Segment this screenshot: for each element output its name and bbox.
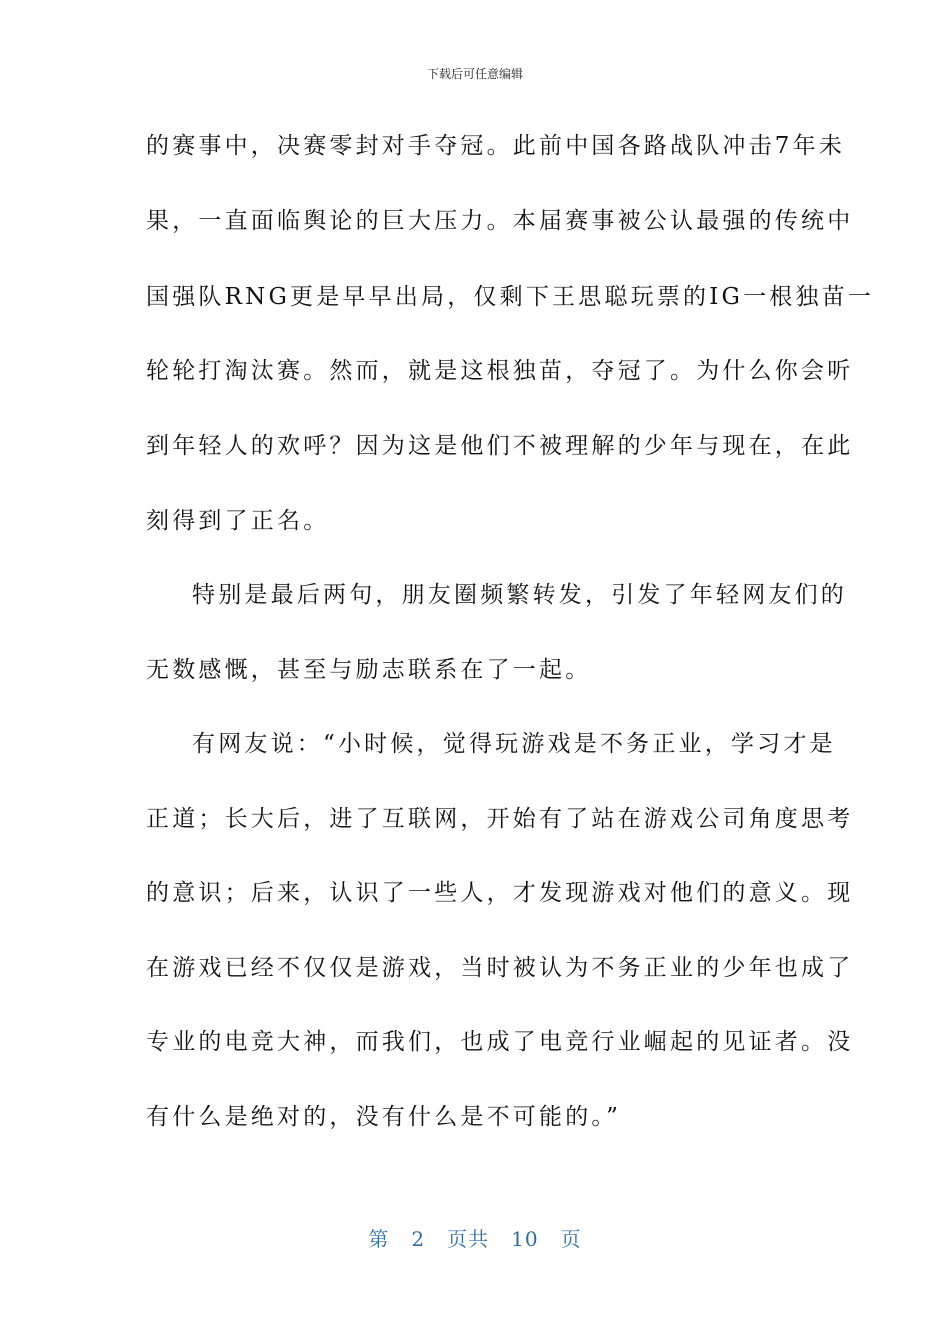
paragraph-line: 正道；长大后，进了互联网，开始有了站在游戏公司角度思考 — [146, 806, 854, 832]
paragraph-line: 的赛事中，决赛零封对手夺冠。此前中国各路战队冲击7年未 — [146, 133, 846, 159]
paragraph-line: 有什么是绝对的，没有什么是不可能的。” — [146, 1104, 622, 1130]
paragraph-line: 轮轮打淘汰赛。然而，就是这根独苗，夺冠了。为什么你会听 — [146, 358, 854, 384]
footer-current-page: 2 — [411, 1227, 426, 1251]
page-header-note: 下载后可任意编辑 — [426, 67, 523, 81]
paragraph-line: 无数感慨，甚至与励志联系在了一起。 — [146, 657, 592, 683]
paragraph-line: 有网友说：“小时候，觉得玩游戏是不务正业，学习才是 — [192, 731, 836, 757]
page-number-footer — [0, 1226, 950, 1252]
paragraph-line: 专业的电竞大神，而我们，也成了电竞行业崛起的见证者。没 — [146, 1029, 854, 1055]
paragraph-line: 在游戏已经不仅仅是游戏，当时被认为不务正业的少年也成了 — [146, 955, 854, 981]
footer-total-pages: 10 — [511, 1227, 539, 1251]
footer-suffix: 页 — [560, 1227, 582, 1251]
paragraph-line: 国强队RNG更是早早出局，仅剩下王思聪玩票的IG一根独苗一 — [146, 284, 875, 310]
paragraph-line: 刻得到了正名。 — [146, 508, 330, 534]
paragraph-line: 特别是最后两句，朋友圈频繁转发，引发了年轻网友们的 — [192, 582, 847, 608]
paragraph-line: 到年轻人的欢呼？因为这是他们不被理解的少年与现在，在此 — [146, 433, 854, 459]
paragraph-line: 果，一直面临舆论的巨大压力。本届赛事被公认最强的传统中 — [146, 208, 854, 234]
paragraph-line: 的意识；后来，认识了一些人，才发现游戏对他们的意义。现 — [146, 880, 854, 906]
footer-prefix: 第 — [368, 1227, 390, 1251]
footer-middle: 页共 — [447, 1227, 490, 1251]
